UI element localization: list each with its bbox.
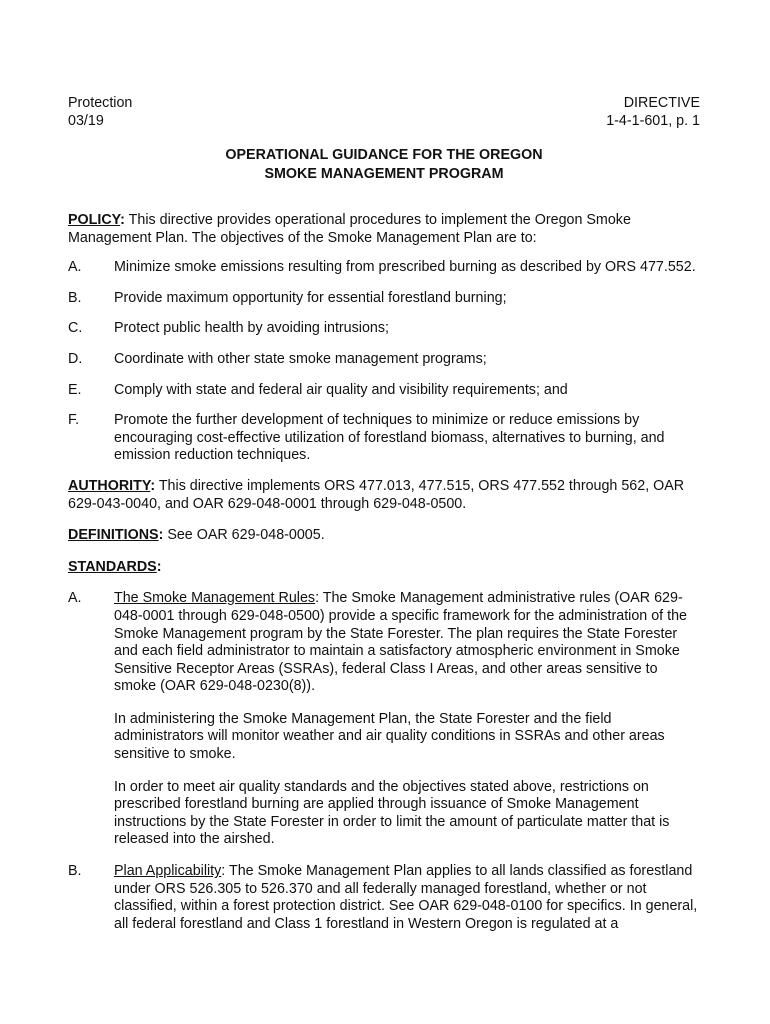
definitions-paragraph: DEFINITIONS: See OAR 629-048-0005. — [68, 527, 325, 544]
list-item-letter: D. — [68, 350, 83, 367]
list-item — [68, 412, 700, 465]
header-right — [606, 94, 700, 130]
authority-paragraph: AUTHORITY: This directive implements ORS 477.013, 477.515, ORS 477.552 through 562, OAR 629-043-0040, and OAR 629-048-0001 through 629-048-0500. — [68, 477, 685, 512]
definitions-label: DEFINITIONS — [68, 527, 159, 544]
standards-item-text: The Smoke Management administrative rules (OAR 629-048-0001 through 629-048-0500) provide a specific framework for the administration of the Smoke Management program by the State Forester. The plan requires the State Forester and each field administrator to maintain a satisfactory atmospheric environment in Smoke Sensitive Receptor Areas (SSRAs), federal Class I Areas, and other areas sensitive to smoke (OAR 629-048-0230(8)). — [114, 590, 687, 695]
standards-item — [68, 590, 700, 849]
standards-item-letter: B. — [68, 863, 82, 880]
standards-item-body — [114, 590, 700, 849]
title-line-2: SMOKE MANAGEMENT PROGRAM — [264, 166, 504, 182]
objectives-list — [68, 259, 700, 465]
header-section-name: Protection — [68, 95, 133, 111]
list-item-text: Promote the further development of techniques to minimize or reduce emissions by encouraging cost-effective utilization of forestland biomass, alternatives to burning, and emission reduction techniques. — [114, 412, 665, 464]
list-item-letter: B. — [68, 289, 82, 306]
list-item-text: Provide maximum opportunity for essential forestland burning; — [114, 289, 507, 306]
title-line-1: OPERATIONAL GUIDANCE FOR THE OREGON — [225, 147, 543, 163]
list-item-letter: F. — [68, 412, 80, 429]
list-item-letter: E. — [68, 381, 82, 398]
standards-heading: STANDARDS: — [68, 558, 162, 575]
header-date: 03/19 — [68, 113, 104, 129]
list-item-text: Coordinate with other state smoke management programs; — [114, 350, 487, 367]
standards-item-text: The Smoke Management Plan applies to all lands classified as forestland under ORS 526.305 to 526.370 and all federally managed forestland, whether or not classified, within a forest protection district. See OAR 629-048-0100 for specifics. In general, all federal forestland and Class 1 forestland in Western Oregon is regulated at a — [114, 863, 698, 932]
policy-paragraph: POLICY: This directive provides operational procedures to implement the Oregon Smoke Management Plan. The objectives of the Smoke Management Plan are to: — [68, 212, 631, 246]
policy-label: POLICY — [68, 212, 121, 228]
standards-item-heading: Plan Applicability — [114, 863, 222, 880]
standards-item-heading: The Smoke Management Rules — [114, 590, 316, 607]
standards-item-paragraph-2: In administering the Smoke Management Plan, the State Forester and the field administrators will monitor weather and air quality conditions in SSRAs and other areas sensitive to smoke. — [114, 710, 665, 763]
list-item-text: Minimize smoke emissions resulting from prescribed burning as described by ORS 477.552. — [114, 259, 696, 276]
list-item-letter: C. — [68, 320, 83, 337]
standards-item — [68, 863, 700, 933]
standards-item-body — [114, 863, 700, 933]
standards-item-letter: A. — [68, 590, 82, 607]
list-item — [68, 259, 700, 277]
list-item — [68, 382, 700, 400]
list-item-letter: A. — [68, 259, 82, 276]
list-item — [68, 290, 700, 308]
standards-list — [68, 590, 700, 933]
header-page-ref: 1-4-1-601, p. 1 — [606, 113, 700, 129]
authority-text: This directive implements ORS 477.013, 477.515, ORS 477.552 through 562, OAR 629-043-0040, and OAR 629-048-0001 through 629-048-0500. — [68, 477, 685, 512]
standards-label: STANDARDS — [68, 558, 157, 575]
standards-item-paragraph: Plan Applicability: The Smoke Management Plan applies to all lands classified as forestland under ORS 526.305 to 526.370 and all federally managed forestland, whether or not classified, within a forest protection district. See OAR 629-048-0100 for specifics. In general, all federal forestland and Class 1 forestland in Western Oregon is regulated at a — [114, 863, 698, 932]
list-item — [68, 351, 700, 369]
header-left — [68, 94, 132, 130]
document-header — [68, 94, 700, 130]
header-doc-type: DIRECTIVE — [623, 95, 700, 111]
list-item-text: Comply with state and federal air quality and visibility requirements; and — [114, 381, 568, 398]
authority-label: AUTHORITY — [68, 477, 151, 494]
document-page — [68, 94, 700, 947]
page-title — [68, 146, 700, 184]
definitions-text: See OAR 629-048-0005. — [167, 527, 325, 544]
standards-item-paragraph: The Smoke Management Rules: The Smoke Management administrative rules (OAR 629-048-0001 through 629-048-0500) provide a specific framework for the administration of the Smoke Management program by the State Forester. The plan requires the State Forester and each field administrator to maintain a satisfactory atmospheric environment in Smoke Sensitive Receptor Areas (SSRAs), federal Class I Areas, and other areas sensitive to smoke (OAR 629-048-0230(8)). — [114, 590, 687, 695]
policy-text: This directive provides operational procedures to implement the Oregon Smoke Management Plan. The objectives of the Smoke Management Plan are to: — [68, 212, 631, 246]
list-item-text: Protect public health by avoiding intrusions; — [114, 320, 389, 337]
list-item — [68, 320, 700, 338]
standards-item-paragraph-3: In order to meet air quality standards and the objectives stated above, restrictions on prescribed forestland burning are applied through issuance of Smoke Management instructions by the State Forester in order to limit the amount of particulate matter that is released into the airshed. — [114, 778, 670, 848]
